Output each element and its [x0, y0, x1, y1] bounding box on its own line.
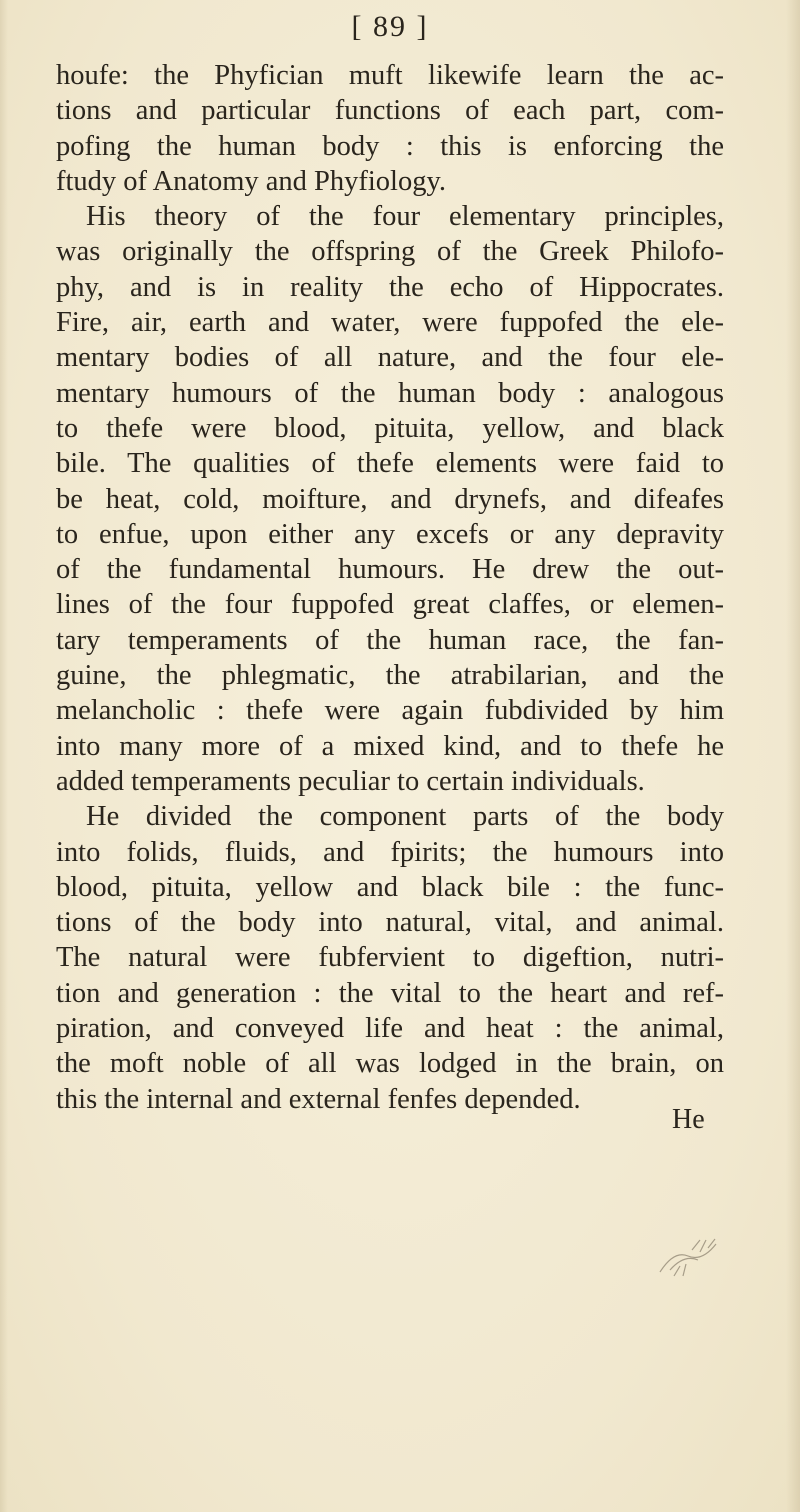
ink-smudge — [640, 1220, 760, 1280]
text-line: His theory of the four elementary principles, — [86, 201, 724, 233]
text-line: into folids, fluids, and fpirits; the humours into — [56, 836, 724, 868]
text-line: tions and particular functions of each part, com- — [56, 95, 724, 127]
text-line: Fire, air, earth and water, were fuppofed the ele- — [56, 307, 724, 339]
text-line: blood, pituita, yellow and black bile : the func- — [56, 871, 724, 903]
text-line: pofing the human body : this is enforcing the — [56, 130, 724, 162]
text-line: the moft noble of all was lodged in the brain, on — [56, 1048, 724, 1080]
text-line: bile. The qualities of thefe elements were faid to — [56, 448, 724, 480]
text-line: mentary bodies of all nature, and the four ele- — [56, 342, 724, 374]
text-line: to thefe were blood, pituita, yellow, and black — [56, 412, 724, 444]
text-line: into many more of a mixed kind, and to thefe he — [56, 730, 724, 762]
text-line: tary temperaments of the human race, the fan- — [56, 624, 724, 656]
text-line: guine, the phlegmatic, the atrabilarian, and the — [56, 660, 724, 692]
text-line: was originally the offspring of the Greek Philofo- — [56, 236, 724, 268]
text-line: added temperaments peculiar to certain individuals. — [56, 765, 645, 797]
text-line: tions of the body into natural, vital, and animal. — [56, 907, 724, 939]
text-line: The natural were fubfervient to digeftion, nutri- — [56, 942, 724, 974]
page-gutter-shadow — [0, 0, 8, 1512]
text-line: lines of the four fuppofed great claffes, or elemen- — [56, 589, 724, 621]
text-line: melancholic : thefe were again fubdivided by him — [56, 695, 724, 727]
text-line: tion and generation : the vital to the heart and ref- — [56, 977, 724, 1009]
text-line: to enfue, upon either any excefs or any depravity — [56, 518, 724, 550]
text-line: be heat, cold, moifture, and drynefs, and difeafes — [56, 483, 724, 515]
text-line: of the fundamental humours. He drew the out- — [56, 554, 724, 586]
text-line: phy, and is in reality the echo of Hippocrates. — [56, 271, 724, 303]
text-line: mentary humours of the human body : analogous — [56, 377, 724, 409]
page-number: [ 89 ] — [351, 10, 429, 43]
text-line: houfe: the Phyfician muft likewife learn the ac- — [56, 60, 724, 91]
text-line: this the internal and external fenfes depended. — [56, 1083, 581, 1115]
text-line: He divided the component parts of the body — [86, 801, 724, 833]
text-line: piration, and conveyed life and heat : the animal, — [56, 1013, 724, 1045]
body-text — [56, 58, 724, 1117]
catchword: He — [672, 1104, 705, 1135]
text-line: ftudy of Anatomy and Phyfiology. — [56, 165, 446, 197]
page-edge-shadow — [786, 0, 800, 1512]
